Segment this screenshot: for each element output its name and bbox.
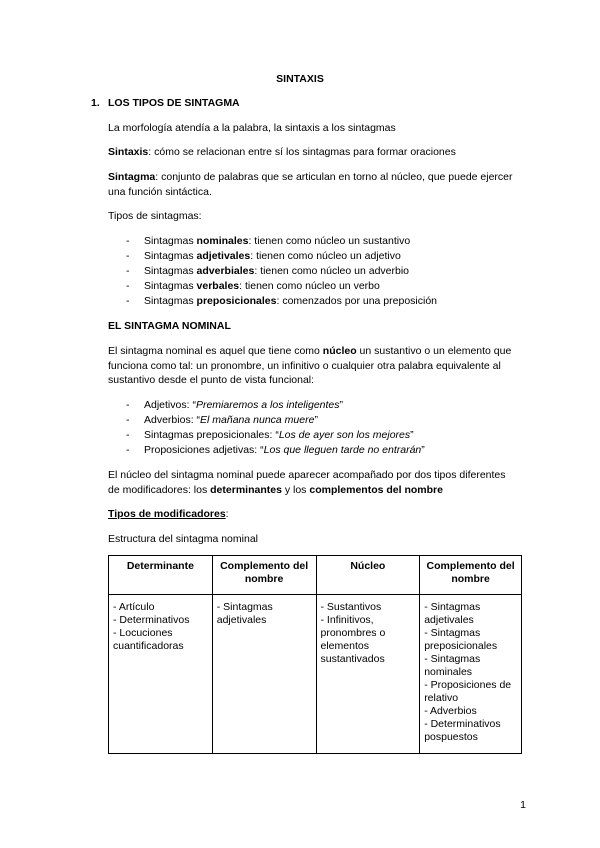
- table-cell-determinante: - Artículo - Determinativos - Locuciones cuantificadoras: [109, 594, 213, 753]
- table-cell-complemento-post: - Sintagmas adjetivales - Sintagmas preposicionales - Sintagmas nominales - Proposiciones de relativo - Adverbios - Determinativos pospuestos: [420, 594, 522, 753]
- table-header-row: [109, 555, 522, 594]
- list-item: - Sintagmas preposicionales: “Los de ayer son los mejores”: [108, 428, 520, 443]
- list-item: - Sintagmas adverbiales: tienen como núcleo un adverbio: [108, 264, 520, 279]
- term-sintagma: Sintagma: [108, 171, 156, 184]
- section-1-number: 1.: [91, 97, 100, 109]
- document-body: [91, 96, 520, 754]
- document-title: SINTAXIS: [276, 73, 324, 85]
- modifiers-heading: Tipos de modificadores:: [108, 508, 229, 521]
- column-header: Complemento del nombre: [212, 555, 316, 594]
- structure-label: Estructura del sintagma nominal: [108, 532, 258, 545]
- list-item: - Sintagmas verbales: tienen como núcleo un verbo: [108, 279, 520, 294]
- column-header: Determinante: [109, 555, 213, 594]
- section-1-heading: [91, 96, 520, 111]
- list-item: - Sintagmas preposicionales: comenzados por una preposición: [108, 294, 520, 309]
- column-header: Núcleo: [316, 555, 420, 594]
- table-cell-nucleo: - Sustantivos - Infinitivos, pronombres o elementos sustantivados: [316, 594, 420, 753]
- table-cell-complemento-pre: - Sintagmas adjetivales: [212, 594, 316, 753]
- page-number: 1: [520, 799, 526, 811]
- list-item: - Sintagmas adjetivales: tienen como núcleo un adjetivo: [108, 249, 520, 264]
- section-2-heading: EL SINTAGMA NOMINAL: [108, 320, 231, 333]
- sintagma-types-list: [108, 234, 520, 309]
- list-item: - Adverbios: “El mañana nunca muere”: [108, 413, 520, 428]
- types-intro: Tipos de sintagmas:: [108, 210, 202, 223]
- structure-table: [108, 555, 522, 754]
- paragraph-sintagma-nominal: El sintagma nominal es aquel que tiene como núcleo un sustantivo o un elemento que funciona como tal: un pronombre, un infinitivo o cualquier otra palabra equivalente al sustantivo desde el punto de vista funcional:: [108, 344, 512, 387]
- paragraph-sintaxis-definition: Sintaxis: cómo se relacionan entre sí los sintagmas para formar oraciones: [108, 146, 456, 159]
- paragraph-sintagma-definition: Sintagma: conjunto de palabras que se articulan en torno al núcleo, que puede ejercer una función sintáctica.: [108, 171, 513, 198]
- list-item: - Sintagmas nominales: tienen como núcleo un sustantivo: [108, 234, 520, 249]
- section-1-title: LOS TIPOS DE SINTAGMA: [108, 97, 240, 109]
- list-item: - Adjetivos: “Premiaremos a los inteligentes”: [108, 398, 520, 413]
- table-row: [109, 594, 522, 753]
- paragraph-modificadores: El núcleo del sintagma nominal puede aparecer acompañado por dos tipos diferentes de modificadores: los determinantes y los complementos del nombre: [108, 468, 506, 496]
- term-sintaxis: Sintaxis: [108, 146, 149, 159]
- examples-list: [108, 398, 520, 458]
- paragraph-morfologia: La morfología atendía a la palabra, la sintaxis a los sintagmas: [108, 121, 396, 134]
- list-item: - Proposiciones adjetivas: “Los que lleguen tarde no entrarán”: [108, 443, 520, 458]
- column-header: Complemento del nombre: [420, 555, 522, 594]
